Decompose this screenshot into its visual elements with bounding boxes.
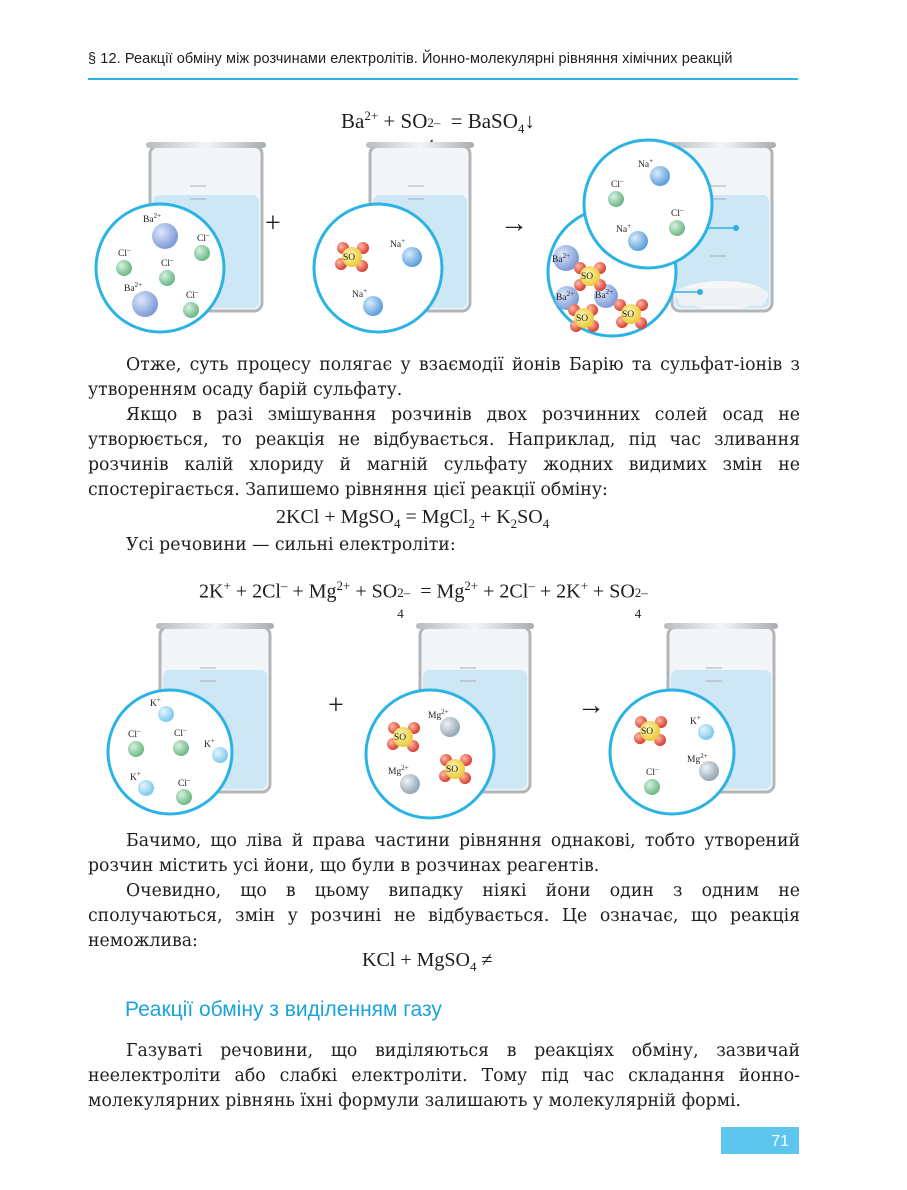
cl-ion	[194, 245, 210, 261]
mg-ion	[699, 761, 719, 781]
svg-text:Cl–: Cl–	[118, 246, 131, 259]
full-ionic-equation: $2K^+ + 2Cl^- + Mg^{2+}$ + SO 2– 4 = $Mg^{2+} + 2Cl^- + 2K^+$ + SO 2– 4	[199, 578, 648, 621]
svg-text:Ba2+: $Ba^{2+}$	[552, 252, 571, 265]
svg-text:Cl–: Cl–	[646, 765, 659, 778]
cl-ion	[608, 191, 624, 207]
paragraph-2: Якщо в разі змішування розчинів двох розчинних солей осад не утворюється, то реакція не відбувається. Наприклад, під час зливання розчинів калій хлориду й магній сульфату жодних видимих змін не спостерігається. Запишемо рівняння цієї реакції обміну:	[88, 405, 800, 500]
plus-sign: +	[265, 208, 281, 239]
na-ion	[650, 166, 670, 186]
svg-text:SO: SO	[622, 310, 635, 320]
figure-no-reaction	[0, 618, 907, 824]
svg-text:Cl–: Cl–	[161, 256, 174, 269]
k-ion	[212, 747, 228, 763]
svg-text:Cl–: Cl–	[174, 726, 187, 739]
svg-text:Ba2+: $Ba^{2+}$	[556, 290, 575, 303]
ba-ion	[132, 291, 158, 317]
zoom-circle-mgso4	[366, 690, 494, 818]
mg-ion	[400, 774, 420, 794]
zoom-circle-kcl	[108, 690, 232, 814]
svg-text:Cl–: Cl–	[611, 177, 624, 190]
svg-text:Cl–: Cl–	[186, 288, 199, 301]
cl-ion	[173, 740, 189, 756]
cl-ion	[128, 741, 144, 757]
svg-text:Ba2+: $Ba^{2+}$	[595, 288, 614, 301]
svg-text:Mg2+: $Mg^{2+}$	[428, 708, 449, 721]
k-ion	[698, 724, 714, 740]
k-ion	[138, 780, 154, 796]
svg-text:Ba2+: $Ba^{2+}$	[124, 281, 143, 294]
svg-text:SO: SO	[641, 727, 654, 737]
svg-text:Na+: Na+	[352, 287, 368, 300]
svg-text:K+: K+	[130, 770, 141, 783]
paragraph-1: Отже, суть процесу полягає у взаємодії йонів Барію та сульфат-іонів з утворенням осаду барій сульфату.	[88, 355, 800, 400]
ba-ion	[152, 223, 178, 249]
na-ion	[363, 296, 383, 316]
no-reaction-equation: KCl + MgSO$_4$ ≠	[362, 949, 493, 974]
figure-precipitation-reaction	[0, 136, 907, 348]
svg-text:Na+: Na+	[390, 237, 406, 250]
zoom-circle-mixture	[610, 690, 734, 814]
page-number: 71	[721, 1127, 799, 1154]
svg-text:SO: SO	[343, 253, 356, 263]
k-ion	[158, 706, 174, 722]
cl-ion	[176, 789, 192, 805]
zoom-circle-1	[96, 204, 224, 332]
svg-text:K+: K+	[150, 696, 161, 709]
svg-text:K+: K+	[690, 714, 701, 727]
svg-text:Na+: Na+	[616, 222, 632, 235]
zoom-circle-solution	[584, 140, 712, 268]
running-header: § 12. Реакції обміну між розчинами електролітів. Йонно-молекулярні рівняння хімічних реакцій	[88, 51, 733, 67]
cl-ion	[644, 779, 660, 795]
cl-ion	[116, 260, 132, 276]
reaction-arrow: →	[577, 690, 605, 721]
svg-text:Cl–: Cl–	[128, 727, 141, 740]
svg-text:Mg2+: $Mg^{2+}$	[388, 764, 409, 777]
svg-text:SO: SO	[446, 765, 459, 775]
header-rule	[88, 78, 798, 80]
svg-text:Cl–: Cl–	[178, 776, 191, 789]
na-ion	[402, 247, 422, 267]
svg-text:Na+: Na+	[638, 157, 654, 170]
svg-text:Mg2+: $Mg^{2+}$	[687, 752, 708, 765]
cl-ion	[183, 302, 199, 318]
cl-ion	[669, 220, 685, 236]
plus-sign: +	[328, 690, 344, 721]
cl-ion	[159, 270, 175, 286]
svg-text:SO: SO	[576, 314, 589, 324]
svg-text:K+: K+	[204, 737, 215, 750]
reaction-arrow: →	[500, 208, 528, 239]
svg-text:SO: SO	[394, 733, 407, 743]
molecular-equation-kcl-mgso4: 2KCl + MgSO$_4$ = MgCl$_2$ + $K_2SO_4$	[276, 506, 550, 531]
svg-text:Cl–: Cl–	[197, 231, 210, 244]
svg-text:SO: SO	[581, 272, 594, 282]
mg-ion	[440, 717, 460, 737]
svg-text:Cl–: Cl–	[671, 206, 684, 219]
paragraph-5: Очевидно, що в цьому випадку ніякі йони один з одним не сполучаються, змін у розчині не відбувається. Це означає, що реакція неможлива:	[88, 881, 800, 951]
ionic-equation-1: $Ba^{2+}$ + SO 2– = BaSO$_4$↓	[341, 108, 535, 137]
na-ion	[628, 231, 648, 251]
paragraph-4: Бачимо, що ліва й права частини рівняння однакові, тобто утворений розчин містить усі йони, що були в розчинах реагентів.	[88, 831, 800, 876]
section-title: Реакції обміну з виділенням газу	[125, 998, 442, 1021]
zoom-circle-2	[314, 204, 442, 332]
svg-text:Ba2+: $Ba^{2+}$	[143, 212, 162, 225]
paragraph-3: Усі речовини — сильні електроліти:	[126, 535, 456, 555]
paragraph-6: Газуваті речовини, що виділяються в реакціях обміну, зазвичай неелектроліти або слабкі електроліти. Тому під час складання йонно-молекулярних рівнянь їхні формули залишають у молекулярній формі.	[88, 1041, 800, 1111]
